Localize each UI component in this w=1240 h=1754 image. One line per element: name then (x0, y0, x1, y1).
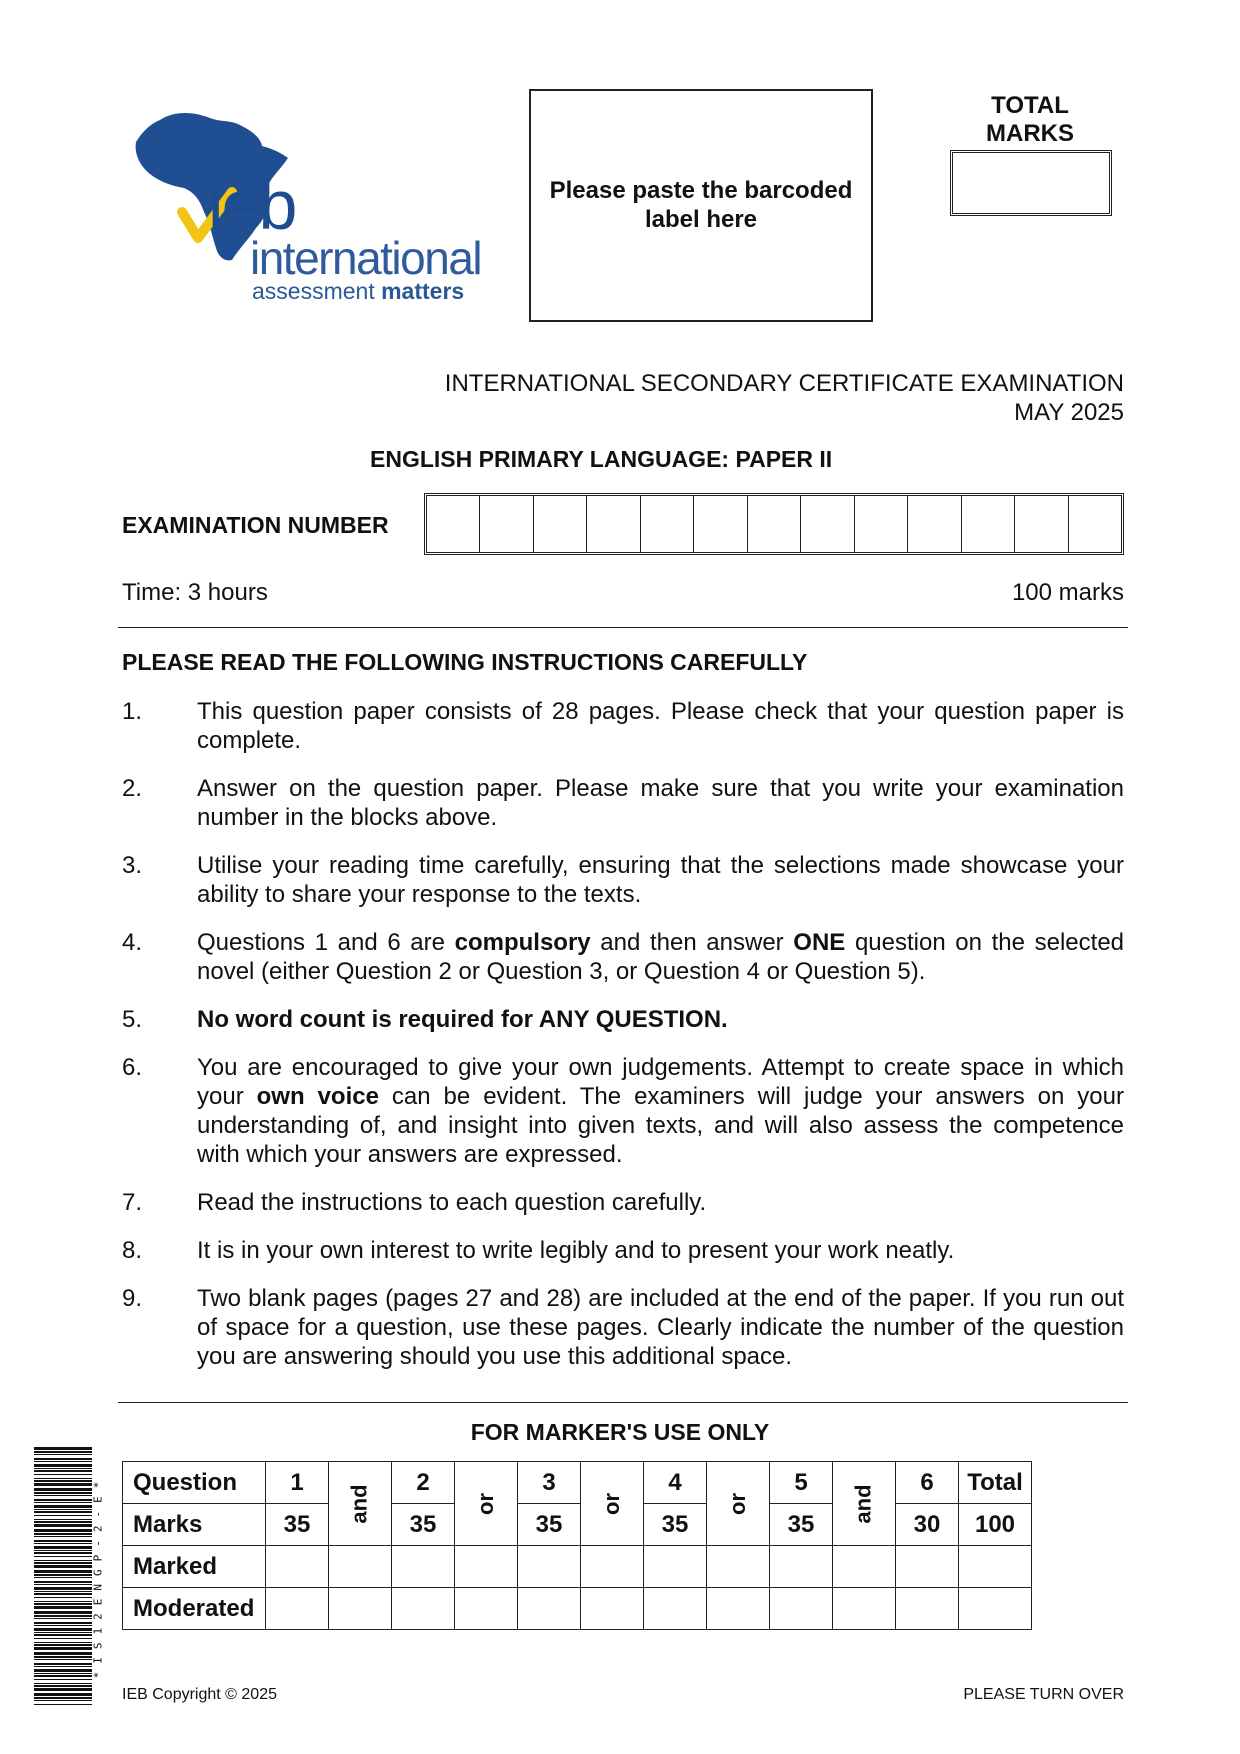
barcode-bar (34, 1584, 92, 1585)
barcode-bar (34, 1673, 92, 1674)
barcode-bar (34, 1451, 92, 1453)
separator-label: or (725, 1492, 750, 1515)
barcode-bar (34, 1505, 92, 1508)
barcode-bar (34, 1606, 92, 1609)
logo-subword: international (250, 232, 482, 284)
barcode-bar (34, 1666, 92, 1667)
mark-entry-cell[interactable] (581, 1588, 644, 1630)
footer-turn-over: PLEASE TURN OVER (963, 1686, 1124, 1703)
barcode-bar (34, 1543, 92, 1544)
instruction-number: 8. (122, 1237, 143, 1264)
question-number: 6 (896, 1462, 959, 1504)
question-marks: 35 (770, 1504, 833, 1546)
moderated-row (123, 1588, 1032, 1630)
exam-number-cell[interactable] (534, 496, 587, 552)
mark-entry-cell[interactable] (644, 1588, 707, 1630)
question-number: 2 (392, 1462, 455, 1504)
row-label-marks: Marks (123, 1504, 266, 1546)
instruction-item (122, 1188, 1124, 1217)
barcode-bar (34, 1611, 92, 1614)
instructions-title: PLEASE READ THE FOLLOWING INSTRUCTIONS CAREFULLY (122, 649, 808, 675)
barcode-bar (34, 1521, 92, 1523)
question-number: 3 (518, 1462, 581, 1504)
mark-entry-cell[interactable] (329, 1546, 392, 1588)
instruction-number: 5. (122, 1006, 143, 1033)
barcode-bar (34, 1679, 92, 1680)
barcode-bar (34, 1570, 92, 1573)
instruction-number: 6. (122, 1054, 143, 1081)
mark-entry-cell[interactable] (833, 1546, 896, 1588)
instruction-text: You are encouraged to give your own judgements. Attempt to create space in which your own voice can be evident. The examiners will judge your answers on your understanding of, and insight into given texts, and will also assess the competence with which your answers are expressed. (197, 1054, 1124, 1168)
barcode-bar (34, 1458, 92, 1460)
mark-entry-cell[interactable] (770, 1546, 833, 1588)
barcode-bar (34, 1597, 92, 1598)
mark-entry-cell[interactable] (518, 1588, 581, 1630)
barcode-bar (34, 1480, 92, 1482)
total-marks-text: 100 marks (1011, 579, 1124, 606)
mark-entry-cell[interactable] (455, 1588, 518, 1630)
barcode-bar (34, 1546, 92, 1549)
barcode-bar (34, 1447, 92, 1450)
barcode-bar (34, 1688, 92, 1691)
barcode-bar (34, 1533, 92, 1535)
question-number: 1 (266, 1462, 329, 1504)
exam-number-cell[interactable] (962, 496, 1015, 552)
row-label-moderated: Moderated (123, 1588, 266, 1630)
barcode-bar (34, 1652, 92, 1655)
instructions-list (122, 697, 1124, 1390)
exam-number-label: EXAMINATION NUMBER (122, 512, 389, 538)
barcode-bar (34, 1587, 92, 1590)
barcode-label-box[interactable] (529, 89, 873, 322)
separator-label: and (851, 1483, 876, 1524)
instruction-number: 7. (122, 1189, 143, 1216)
exam-number-cell[interactable] (1015, 496, 1068, 552)
time-allowed: Time: 3 hours (122, 579, 268, 606)
question-number: 5 (770, 1462, 833, 1504)
barcode-bar (34, 1540, 92, 1542)
separator-label: or (473, 1492, 498, 1515)
mark-entry-cell[interactable] (896, 1588, 959, 1630)
barcode-bar (34, 1524, 92, 1527)
barcode-bar (34, 1529, 92, 1532)
exam-number-cell[interactable] (427, 496, 480, 552)
instruction-text: Answer on the question paper. Please make sure that you write your examination number in the blocks above. (197, 775, 1124, 831)
barcode-bar (34, 1495, 92, 1496)
barcode-bar (34, 1669, 92, 1672)
barcode-bar (34, 1565, 92, 1568)
barcode-bar (34, 1625, 92, 1626)
logo-tagline: assessment matters (252, 278, 465, 304)
separator-cell (707, 1462, 770, 1546)
barcode-bar (34, 1622, 92, 1624)
separator-cell (833, 1462, 896, 1546)
question-row (123, 1462, 1032, 1504)
exam-number-grid (424, 493, 1124, 555)
instruction-item (122, 928, 1124, 986)
exam-heading (445, 370, 1124, 428)
barcode-bar (34, 1647, 92, 1650)
separator-label: and (347, 1483, 372, 1524)
question-marks: 30 (896, 1504, 959, 1546)
barcode-bar (34, 1593, 92, 1595)
question-marks: 35 (392, 1504, 455, 1546)
barcode-bar (34, 1552, 92, 1554)
barcode-bar (34, 1519, 92, 1520)
instruction-text: Read the instructions to each question carefully. (197, 1189, 707, 1216)
barcode-bar (34, 1536, 92, 1537)
barcode-bar (34, 1461, 92, 1462)
exam-number-cell[interactable] (480, 496, 533, 552)
barcode-bar (34, 1515, 92, 1516)
instruction-text: Utilise your reading time carefully, ensuring that the selections made showcase your ability to share your response to the texts. (197, 852, 1124, 908)
barcode-bar (34, 1659, 92, 1660)
instruction-text: Two blank pages (pages 27 and 28) are included at the end of the paper. If you run out of space for a question, use these pages. Clearly indicate the number of the question you are answering should you use this additional space. (197, 1285, 1124, 1370)
barcode-bar (34, 1685, 92, 1687)
barcode-bar (34, 1601, 92, 1602)
exam-number-cell[interactable] (801, 496, 854, 552)
barcode-bar (34, 1704, 92, 1705)
marked-row (123, 1546, 1032, 1588)
barcode-bar (34, 1577, 92, 1578)
mark-entry-cell[interactable] (959, 1546, 1032, 1588)
row-label-marked: Marked (123, 1546, 266, 1588)
barcode-bar (34, 1663, 92, 1665)
barcode-bar (34, 1603, 92, 1605)
barcode-bar (34, 1581, 92, 1583)
instruction-text: No word count is required for ANY QUESTION. (197, 1006, 728, 1033)
barcode-bar (34, 1591, 92, 1592)
barcode-bar (34, 1574, 92, 1576)
total-marks-title: TOTAL MARKS (986, 92, 1074, 147)
instruction-item (122, 1053, 1124, 1169)
instruction-item (122, 697, 1124, 755)
barcode-bar (34, 1509, 92, 1510)
barcode-bar (34, 1638, 92, 1639)
instruction-number: 1. (122, 698, 143, 725)
exam-number-cell[interactable] (855, 496, 908, 552)
ieb-logo (120, 100, 500, 310)
mark-entry-cell[interactable] (455, 1546, 518, 1588)
question-number: 4 (644, 1462, 707, 1504)
barcode-bar (34, 1488, 92, 1491)
mark-entry-cell[interactable] (770, 1588, 833, 1630)
mark-entry-cell[interactable] (833, 1588, 896, 1630)
instruction-item (122, 1284, 1124, 1371)
separator-cell (455, 1462, 518, 1546)
barcode-bar (34, 1464, 92, 1467)
side-barcode-icon (34, 1447, 92, 1705)
barcode-bar (34, 1644, 92, 1646)
question-marks: 35 (644, 1504, 707, 1546)
barcode-bar (34, 1632, 92, 1633)
exam-number-cell[interactable] (587, 496, 640, 552)
instruction-item (122, 1236, 1124, 1265)
instruction-number: 3. (122, 852, 143, 879)
mark-entry-cell[interactable] (266, 1588, 329, 1630)
divider (118, 1402, 1128, 1403)
instruction-item (122, 851, 1124, 909)
instruction-number: 4. (122, 929, 143, 956)
barcode-bar (34, 1474, 92, 1475)
instruction-number: 9. (122, 1285, 143, 1312)
mark-entry-cell[interactable] (518, 1546, 581, 1588)
barcode-bar (34, 1468, 92, 1469)
exam-number-cell[interactable] (641, 496, 694, 552)
barcode-bar (34, 1492, 92, 1494)
barcode-bar (34, 1478, 92, 1479)
instruction-number: 2. (122, 775, 143, 802)
divider (118, 627, 1128, 628)
question-marks: 35 (518, 1504, 581, 1546)
instruction-item (122, 1005, 1124, 1034)
row-label-question: Question (123, 1462, 266, 1504)
mark-entry-cell[interactable] (392, 1588, 455, 1630)
mark-entry-cell[interactable] (707, 1546, 770, 1588)
question-marks: 35 (266, 1504, 329, 1546)
exam-number-cell[interactable] (1069, 496, 1121, 552)
marker-title: FOR MARKER'S USE ONLY (470, 1419, 770, 1445)
barcode-bar (34, 1656, 92, 1658)
barcode-bar (34, 1693, 92, 1696)
instruction-text: This question paper consists of 28 pages. Please check that your question paper is complete. (197, 698, 1124, 754)
question-marks: 100 (959, 1504, 1032, 1546)
barcode-bar (34, 1618, 92, 1619)
barcode-bar (34, 1628, 92, 1631)
mark-entry-cell[interactable] (644, 1546, 707, 1588)
barcode-label-text: Please paste the barcoded label here (549, 176, 853, 233)
barcode-bar (34, 1550, 92, 1551)
question-number: Total (959, 1462, 1032, 1504)
marker-table (122, 1461, 1032, 1630)
barcode-bar (34, 1562, 92, 1564)
exam-number-cell[interactable] (908, 496, 961, 552)
barcode-bar (34, 1615, 92, 1617)
barcode-bar (34, 1499, 92, 1501)
marks-row (123, 1504, 1032, 1546)
barcode-bar (34, 1697, 92, 1699)
mark-entry-cell[interactable] (581, 1546, 644, 1588)
barcode-bar (34, 1470, 92, 1472)
barcode-bar (34, 1642, 92, 1643)
exam-title: INTERNATIONAL SECONDARY CERTIFICATE EXAMINATION (444, 370, 1124, 397)
mark-entry-cell[interactable] (329, 1588, 392, 1630)
footer-copyright: IEB Copyright © 2025 (122, 1686, 277, 1703)
separator-cell (581, 1462, 644, 1546)
exam-number-cell[interactable] (694, 496, 747, 552)
barcode-bar (34, 1483, 92, 1486)
barcode-bar (34, 1675, 92, 1677)
mark-entry-cell[interactable] (959, 1588, 1032, 1630)
barcode-bar (34, 1502, 92, 1503)
side-code: *IS12ENGP-2-E* (91, 1473, 105, 1679)
logo-wordmark: ieb (208, 166, 296, 244)
instruction-text: Questions 1 and 6 are compulsory and then answer ONE question on the selected novel (either Question 2 or Question 3, or Question 4 or Question 5). (197, 929, 1125, 985)
barcode-bar (34, 1634, 92, 1636)
barcode-bar (34, 1683, 92, 1684)
mark-entry-cell[interactable] (392, 1546, 455, 1588)
mark-entry-cell[interactable] (707, 1588, 770, 1630)
barcode-bar (34, 1511, 92, 1513)
separator-label: or (599, 1492, 624, 1515)
barcode-bar (34, 1556, 92, 1557)
total-marks-box[interactable] (950, 150, 1112, 216)
barcode-bar (34, 1454, 92, 1455)
mark-entry-cell[interactable] (896, 1546, 959, 1588)
barcode-bar (34, 1700, 92, 1701)
separator-cell (329, 1462, 392, 1546)
barcode-bar (34, 1560, 92, 1561)
mark-entry-cell[interactable] (266, 1546, 329, 1588)
exam-number-cell[interactable] (748, 496, 801, 552)
exam-date: MAY 2025 (1014, 398, 1124, 426)
instruction-text: It is in your own interest to write legibly and to present your work neatly. (197, 1237, 955, 1264)
instruction-item (122, 774, 1124, 832)
subject-title: ENGLISH PRIMARY LANGUAGE: PAPER II (370, 446, 833, 472)
